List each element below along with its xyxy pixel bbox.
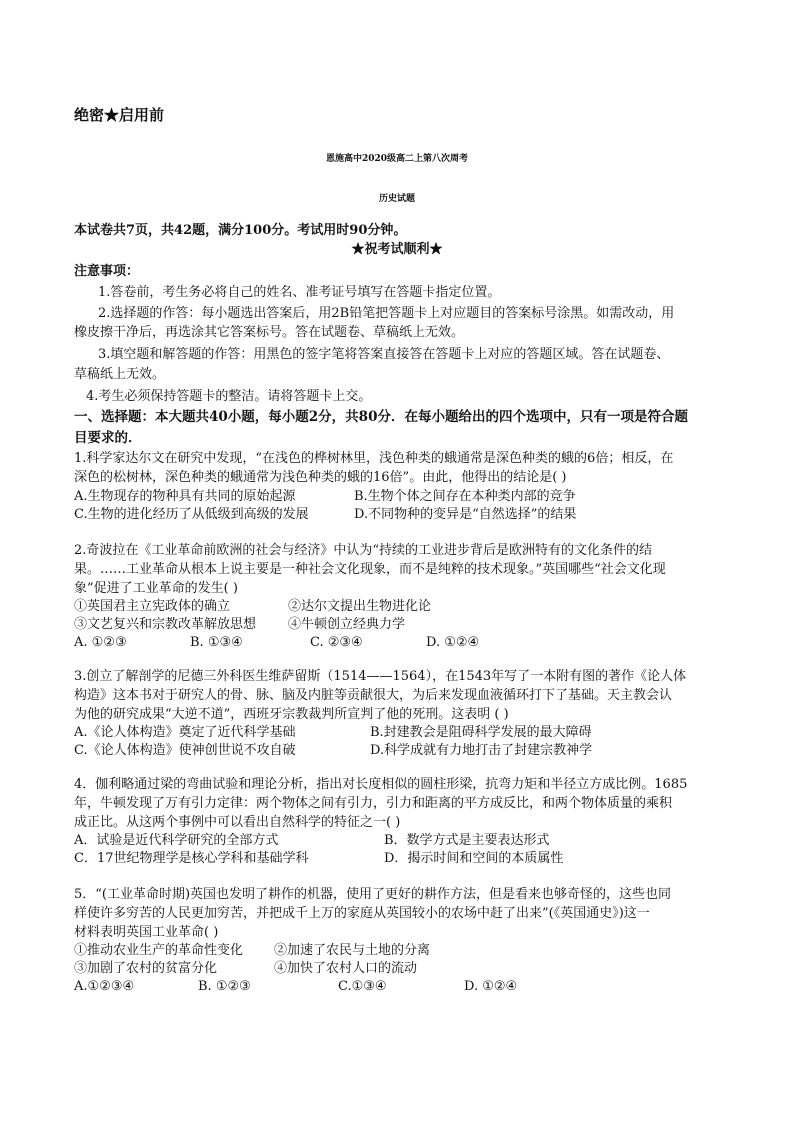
question-2-statement-4: ④牛顿创立经典力学	[288, 617, 406, 632]
question-3-text: 为他的研究成果“大逆不道”，西班牙宗教裁判所宣判了他的死刑。这表明 ( )	[74, 707, 509, 722]
question-4-text: 年，牛顿发现了万有引力定律：两个物体之间有引力，引力和距离的平方成反比，和两个物体质量的乘积	[74, 796, 673, 811]
question-1-option-a[interactable]: A.生物现存的物种具有共同的原始起源	[74, 489, 296, 504]
question-5-statement-1: ①推动农业生产的革命性变化	[74, 943, 244, 958]
section-heading: 一、选择题：本大题共40小题，每小题2分，共80分．在每小题给出的四个选项中，只有一项是符合题	[74, 409, 688, 425]
question-2-option-b[interactable]: B. ①③④	[190, 635, 243, 650]
question-3-option-b[interactable]: B.封建教会是阻碍科学发展的最大障碍	[370, 725, 592, 740]
question-2-text: 果。……工业革命从根本上说主要是一种社会文化现象，而不是纯粹的技术现象。”英国哪些“社会文化现	[74, 562, 666, 577]
question-2-option-a[interactable]: A. ①②③	[74, 635, 127, 650]
good-luck-line: ★祝考试顺利★	[351, 242, 443, 257]
note-line: 2.选择题的作答：每小题选出答案后，用2B铅笔把答题卡上对应题目的答案标号涂黑。如需改动，用	[98, 306, 675, 321]
question-5-option-b[interactable]: B. ①②③	[198, 979, 251, 994]
question-5-option-d[interactable]: D. ①②④	[464, 979, 518, 994]
note-line: 草稿纸上无效。	[74, 367, 166, 382]
question-4-option-b[interactable]: B．数学方式是主要表达形式	[384, 833, 550, 848]
note-line: 1.答卷前，考生务必将自己的姓名、准考证号填写在答题卡指定位置。	[98, 285, 501, 300]
question-3-option-a[interactable]: A.《论人体构造》奠定了近代科学基础	[74, 725, 296, 740]
question-5-statement-4: ④加快了农村人口的流动	[274, 961, 418, 976]
question-2-statement-2: ②达尔文提出生物进化论	[288, 599, 432, 614]
question-4-option-a[interactable]: A．试验是近代科学研究的全部方式	[74, 833, 279, 848]
question-5-text: 材料表明英国工业革命( )	[74, 925, 219, 940]
notes-heading: 注意事项：	[74, 264, 140, 279]
question-1-option-d[interactable]: D.不同物种的变异是“自然选择”的结果	[354, 507, 577, 522]
question-4-option-c[interactable]: C．17世纪物理学是核心学科和基础学科	[74, 851, 309, 866]
question-1-text: 深色的松树林，深色种类的蛾通常为浅色种类的蛾的16倍”。由此，他得出的结论是( )	[74, 470, 567, 485]
confidential-label: 绝密★启用前	[74, 106, 165, 124]
question-4-option-d[interactable]: D．揭示时间和空间的本质属性	[384, 851, 564, 866]
question-2-text: 象”促进了工业革命的发生( )	[74, 581, 238, 596]
question-5-text: 5．“(工业革命时期)英国也发明了耕作的机器，使用了更好的耕作方法，但是看来也够奇怪的，这些也同	[74, 887, 672, 902]
question-1-text: 1.科学家达尔文在研究中发现，“在浅色的桦树林里，浅色种类的蛾通常是深色种类的蛾的6倍；相反，在	[74, 451, 674, 466]
question-5-option-a[interactable]: A.①②③④	[74, 979, 135, 994]
question-5-option-c[interactable]: C.①③④	[338, 979, 387, 994]
note-line: 橡皮擦干净后，再选涂其它答案标号。答在试题卷、草稿纸上无效。	[74, 325, 465, 340]
question-1-option-b[interactable]: B.生物个体之间存在本种类内部的竞争	[354, 489, 576, 504]
note-line: 3.填空题和解答题的作答：用黑色的签字笔将答案直接答在答题卡上对应的答题区域。答在试题卷、	[98, 347, 670, 362]
question-4-text: 成正比。从这两个事例中可以看出自然科学的特征之一( )	[74, 815, 401, 830]
question-2-option-c[interactable]: C. ②③④	[310, 635, 363, 650]
subject-title: 历史试题	[378, 194, 415, 204]
question-1-option-c[interactable]: C.生物的进化经历了从低级到高级的发展	[74, 507, 309, 522]
note-line: 4.考生必须保持答题卡的整洁。请将答题卡上交。	[86, 389, 372, 404]
exam-title: 恩施高中2020级高二上第八次周考	[325, 154, 469, 164]
question-3-option-c[interactable]: C.《论人体构造》使神创世说不攻自破	[74, 743, 296, 758]
question-3-text: 构造》这本书对于研究人的骨、脉、脑及内脏等贡献很大，为后来发现血液循环打下了基础。天主教会认	[74, 688, 673, 703]
section-heading-cont: 目要求的．	[74, 430, 142, 446]
question-5-statement-3: ③加剧了农村的贫富分化	[74, 961, 218, 976]
question-2-text: 2.奇波拉在《工业革命前欧洲的社会与经济》中认为“持续的工业进步背后是欧洲特有的文化条件的结	[74, 543, 653, 558]
question-4-text: 4．伽利略通过梁的弯曲试验和理论分析，指出对长度相似的圆柱形梁，抗弯力矩和半径立方成比例。1685	[74, 777, 688, 792]
question-2-statement-1: ①英国君主立宪政体的确立	[74, 599, 231, 614]
question-2-statement-3: ③文艺复兴和宗教改革解放思想	[74, 617, 257, 632]
exam-info: 本试卷共7页，共42题，满分100分。考试用时90分钟。	[74, 223, 407, 238]
question-5-statement-2: ②加速了农民与土地的分离	[274, 943, 431, 958]
question-3-option-d[interactable]: D.科学成就有力地打击了封建宗教神学	[370, 743, 593, 758]
question-5-text: 样使许多穷苦的人民更加穷苦，并把成千上万的家庭从英国较小的农场中赶了出来”(《英国通史》)这一	[74, 906, 650, 921]
question-2-option-d[interactable]: D. ①②④	[426, 635, 480, 650]
question-3-text: 3.创立了解剖学的尼德三外科医生维萨留斯（1514——1564），在1543年写了一本附有图的著作《论人体	[74, 669, 687, 684]
